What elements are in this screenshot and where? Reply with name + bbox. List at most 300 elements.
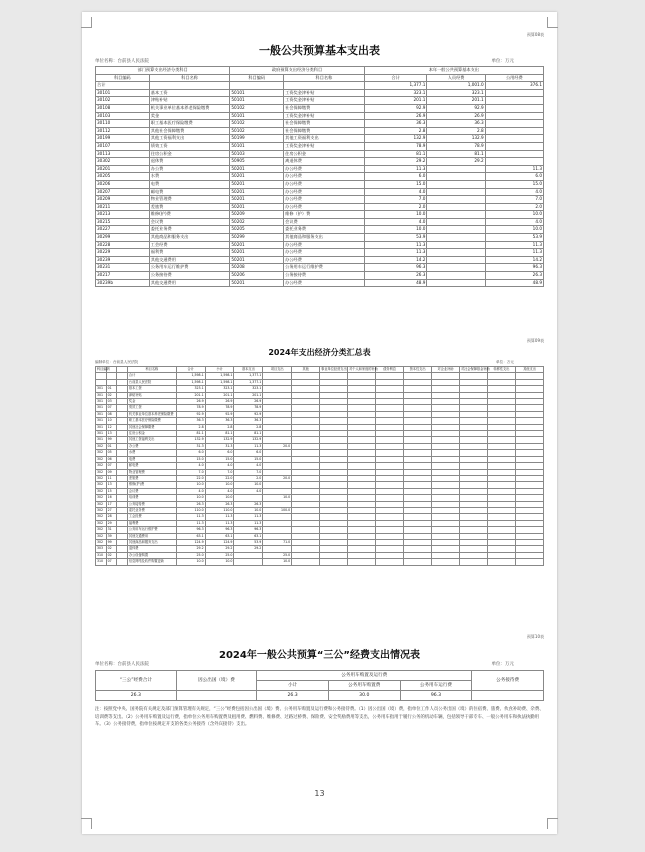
- table-cell: 30102: [96, 97, 150, 105]
- table-cell: 30199: [96, 135, 150, 143]
- table-cell: 302: [96, 482, 107, 488]
- table-cell: 201.1: [364, 97, 427, 105]
- table-cell: 30213: [96, 211, 150, 219]
- table-cell: 其他工资福利支出: [149, 135, 230, 143]
- table-cell: 301: [96, 418, 107, 424]
- table-cell: 302: [96, 539, 107, 545]
- table-cell: 302: [96, 533, 107, 539]
- table-cell: 邮电费: [127, 463, 176, 469]
- table-cell: [117, 559, 128, 565]
- column-header: 转移性支出: [487, 367, 515, 373]
- column-header: 合计: [364, 74, 427, 82]
- table-cell: 社会保障缴费: [284, 120, 365, 128]
- table-cell: 81.1: [205, 431, 234, 437]
- table-cell: 06: [106, 456, 117, 462]
- table-cell: 4.0: [176, 488, 205, 494]
- table-cell: 30107: [96, 142, 150, 150]
- table-cell: 退休费: [149, 158, 230, 166]
- table-cell: 办公费: [127, 443, 176, 449]
- table-cell: 26.3: [364, 272, 427, 280]
- table-cell: 30209: [96, 196, 150, 204]
- table-row: [96, 249, 544, 257]
- table-cell: 物业管理费: [149, 196, 230, 204]
- table-cell: 10.0: [205, 495, 234, 501]
- table-row: [96, 82, 544, 90]
- table-cell: [487, 559, 515, 565]
- table-cell: 26.9: [234, 399, 263, 405]
- table-cell: 81.1: [234, 431, 263, 437]
- table-row: [96, 226, 544, 234]
- table-cell: 26.3: [234, 501, 263, 507]
- table-cell: 301: [96, 437, 107, 443]
- table-cell: 39: [106, 533, 117, 539]
- table-cell: 11.3: [176, 520, 205, 526]
- table-cell: 02: [106, 552, 117, 558]
- table-cell: 11.3: [176, 514, 205, 520]
- table-cell: 78.9: [234, 405, 263, 411]
- table-cell: 福利费: [149, 249, 230, 257]
- table-cell: 维修(护)费: [149, 211, 230, 219]
- table-cell: 7.0: [205, 469, 234, 475]
- table-cell: [427, 188, 485, 196]
- header-reception: 公务接待费: [472, 671, 544, 691]
- table-cell: 92.9: [427, 104, 485, 112]
- table-cell: 323.1: [364, 89, 427, 97]
- table-cell: 07: [106, 405, 117, 411]
- section-title: 2024年一般公共预算“三公”经费支出情况表: [219, 650, 420, 661]
- table-cell: 31.3: [176, 443, 205, 449]
- table-cell: [320, 559, 348, 565]
- table-cell: 离退休费: [284, 158, 365, 166]
- table-cell: 电费: [127, 456, 176, 462]
- table-cell: 26.9: [427, 112, 485, 120]
- table-cell: 50201: [230, 188, 284, 196]
- table-cell: 维修（护）费: [284, 211, 365, 219]
- table-cell: 10.0: [234, 482, 263, 488]
- table-cell: [485, 135, 543, 143]
- table-cell: 63.1: [176, 533, 205, 539]
- table-cell: 住房公积金: [127, 431, 176, 437]
- table-cell: 基本工资: [149, 89, 230, 97]
- table-cell: 工资奖金津补贴: [284, 97, 365, 105]
- column-header: 人员经费: [427, 74, 485, 82]
- column-header: 项目支出: [263, 367, 292, 373]
- section-title: 2024年支出经济分类汇总表: [268, 348, 371, 357]
- table-cell: 2.8: [176, 424, 205, 430]
- table-cell: 差旅费: [127, 475, 176, 481]
- table-cell: [427, 272, 485, 280]
- table-cell: 302: [96, 450, 107, 456]
- table-cell: 08: [106, 411, 117, 417]
- table-cell: 02: [106, 392, 117, 398]
- table-cell: 1,598.1: [176, 373, 205, 379]
- table-cell: 16: [106, 495, 117, 501]
- table-row: [96, 97, 544, 105]
- table-cell: 302: [96, 463, 107, 469]
- unit-line: [95, 360, 544, 365]
- value-abroad: [176, 691, 257, 701]
- table-cell: 工会经费: [149, 241, 230, 249]
- table-cell: 30110: [96, 120, 150, 128]
- table-cell: 50201: [230, 249, 284, 257]
- table-cell: 20.0: [263, 443, 292, 449]
- table-cell: 323.1: [427, 89, 485, 97]
- table-cell: 124.9: [205, 539, 234, 545]
- table-row: [96, 188, 544, 196]
- table-row: [96, 559, 544, 565]
- table-row: [96, 256, 544, 264]
- table-cell: 工会经费: [127, 514, 176, 520]
- table-cell: 53.9: [364, 234, 427, 242]
- basic-expenditure-table: [95, 66, 544, 287]
- table-cell: 10.0: [364, 226, 427, 234]
- table-cell: 323.1: [176, 386, 205, 392]
- table-cell: 132.9: [427, 135, 485, 143]
- table-cell: 10.0: [263, 559, 292, 565]
- table-cell: 6.0: [234, 450, 263, 456]
- table-cell: 办公经费: [284, 188, 365, 196]
- table-cell: 30302: [96, 158, 150, 166]
- table-cell: 132.9: [176, 437, 205, 443]
- table-cell: [427, 226, 485, 234]
- table-cell: 工资奖金津补贴: [284, 142, 365, 150]
- economic-classification-table: [95, 366, 544, 566]
- table-cell: 11.3: [205, 520, 234, 526]
- table-cell: [230, 82, 284, 90]
- table-cell: 302: [96, 456, 107, 462]
- table-cell: 29.2: [205, 546, 234, 552]
- table-cell: 30101: [96, 89, 150, 97]
- table-cell: 110.0: [205, 507, 234, 513]
- unit-line: [95, 58, 544, 64]
- table-cell: 100.0: [263, 507, 292, 513]
- table-cell: 6.0: [364, 173, 427, 181]
- table-row: [96, 158, 544, 166]
- table-cell: 办公费: [149, 165, 230, 173]
- table-cell: 92.9: [205, 411, 234, 417]
- table-row: [96, 112, 544, 120]
- table-cell: 台前县人民法院: [127, 379, 176, 385]
- table-cell: 50101: [230, 142, 284, 150]
- table-row: [96, 180, 544, 188]
- table-cell: 50201: [230, 279, 284, 287]
- table-cell: 1,598.1: [205, 379, 234, 385]
- table-cell: 30217: [96, 272, 150, 280]
- table-cell: 绩效工资: [127, 405, 176, 411]
- column-header: 对社会保障基金补助: [461, 367, 490, 371]
- table-cell: 92.9: [364, 104, 427, 112]
- table-cell: 50208: [230, 264, 284, 272]
- table-cell: 水费: [149, 173, 230, 181]
- table-cell: 办公经费: [284, 196, 365, 204]
- table-cell: [427, 256, 485, 264]
- table-cell: 31: [106, 527, 117, 533]
- unit-name: 单位名称：台前县人民法院: [95, 59, 149, 64]
- table-cell: 01: [106, 386, 117, 392]
- table-cell: 其他交通费用: [127, 533, 176, 539]
- table-cell: 4.0: [485, 218, 543, 226]
- table-cell: 15.0: [176, 456, 205, 462]
- table-cell: 2.0: [364, 203, 427, 211]
- table-cell: 津贴补贴: [149, 97, 230, 105]
- table-cell: 78.9: [427, 142, 485, 150]
- table-cell: 15.0: [234, 456, 263, 462]
- table-cell: 25.0: [176, 552, 205, 558]
- table-cell: 50299: [230, 234, 284, 242]
- table-cell: 10.0: [205, 482, 234, 488]
- table-cell: 其他工资福利支出: [127, 437, 176, 443]
- table-cell: 50201: [230, 241, 284, 249]
- table-cell: 12: [106, 424, 117, 430]
- table-cell: 29: [106, 520, 117, 526]
- table-cell: [432, 559, 460, 565]
- table-cell: 01: [106, 443, 117, 449]
- table-cell: 25.0: [205, 552, 234, 558]
- explanatory-note: 注：按照党中央、国务院有关规定及部门预算管理有关规定，“三公”经费包括因公出国（境）费、公务用车购置及运行费和公务接待费。（1）因公出国（境）费，指单位工作人员公务出国（境）的住宿费、旅费、伙食补助费、杂费、培训费等支出。（2）公务用车购置及运行费，指单位公务用车购置费及租用费、燃料费、维修费、过路过桥费、保险费、安全奖励费用等支出，公务用车指用于履行公务的机动车辆，包括领导干部专车、一般公务用车和执法执勤用车。（3）公务接待费，指单位按规定开支的各类公务接待（含外宾接待）支出。: [95, 707, 544, 728]
- table-cell: 63.1: [205, 533, 234, 539]
- table-cell: 30112: [96, 127, 150, 135]
- table-cell: 29.2: [234, 546, 263, 552]
- table-cell: 30231: [96, 264, 150, 272]
- table-cell: 11.3: [364, 249, 427, 257]
- table-cell: 26.9: [205, 399, 234, 405]
- table-cell: 10.0: [364, 211, 427, 219]
- table-cell: 1,377.1: [364, 82, 427, 90]
- header-total: “三公”经费合计: [96, 671, 177, 691]
- column-header: 其他支出: [515, 367, 543, 373]
- table-cell: 27: [106, 507, 117, 513]
- group-header: 部门预算支出经济分类科目: [96, 67, 230, 75]
- table-cell: 物业管理费: [127, 469, 176, 475]
- table-cell: 11.3: [234, 443, 263, 449]
- table-cell: 302: [96, 495, 107, 501]
- table-cell: 11: [106, 475, 117, 481]
- table-cell: [427, 264, 485, 272]
- table-cell: 差旅费: [149, 203, 230, 211]
- table-cell: 48.9: [364, 279, 427, 287]
- table-cell: 职工基本医疗保险缴费: [127, 418, 176, 424]
- table-cell: 96.3: [205, 527, 234, 533]
- table-cell: 63.1: [234, 533, 263, 539]
- economic-classification-section: [95, 338, 544, 633]
- table-cell: 30299: [96, 234, 150, 242]
- column-header: 基本支出: [234, 367, 263, 373]
- table-row: [96, 203, 544, 211]
- table-cell: 26.3: [176, 501, 205, 507]
- table-cell: 25.0: [263, 552, 292, 558]
- table-cell: [427, 249, 485, 257]
- table-cell: 4.0: [485, 188, 543, 196]
- table-cell: 132.9: [364, 135, 427, 143]
- table-number-label: 预算08表: [526, 32, 544, 37]
- table-cell: 2.8: [234, 424, 263, 430]
- table-cell: 办公经费: [284, 180, 365, 188]
- column-header: 小计: [205, 367, 234, 373]
- header-subtotal: 小计: [257, 681, 329, 691]
- table-cell: 13: [106, 482, 117, 488]
- column-header: 科目编码: [97, 367, 110, 371]
- table-cell: 其他工资福利支出: [284, 135, 365, 143]
- table-cell: 7.0: [176, 469, 205, 475]
- table-cell: 92.9: [176, 411, 205, 417]
- table-cell: 301: [96, 424, 107, 430]
- table-row: [96, 264, 544, 272]
- column-header: 合计: [176, 367, 205, 373]
- table-cell: 302: [96, 488, 107, 494]
- table-row: [96, 120, 544, 128]
- table-cell: 50202: [230, 218, 284, 226]
- group-header: 政府预算支出经济分类科目: [230, 67, 364, 75]
- table-cell: 10.0: [485, 226, 543, 234]
- table-row: [96, 142, 544, 150]
- table-row: [96, 279, 544, 287]
- table-cell: 会议费: [127, 488, 176, 494]
- table-cell: 22.0: [205, 475, 234, 481]
- table-cell: [404, 559, 432, 565]
- table-cell: 工资奖金津补贴: [284, 89, 365, 97]
- table-row: [96, 218, 544, 226]
- table-cell: 11.3: [485, 165, 543, 173]
- table-row: [96, 234, 544, 242]
- table-cell: 09: [106, 469, 117, 475]
- column-header: 其他: [292, 367, 320, 373]
- table-cell: 78.9: [205, 405, 234, 411]
- table-cell: 办公经费: [284, 165, 365, 173]
- unit-line: [95, 661, 544, 667]
- table-cell: 其他社会保障缴费: [149, 127, 230, 135]
- table-row: [96, 104, 544, 112]
- table-cell: 29.2: [176, 546, 205, 552]
- unit-name: 单位名称：台前县人民法院: [95, 662, 149, 667]
- crop-mark: [547, 818, 558, 829]
- table-row: [96, 89, 544, 97]
- table-row: [96, 241, 544, 249]
- table-cell: 48.9: [485, 279, 543, 287]
- value-total: 26.3: [96, 691, 177, 701]
- table-cell: 36.3: [176, 418, 205, 424]
- table-cell: 50101: [230, 89, 284, 97]
- table-cell: 11.3: [485, 249, 543, 257]
- table-cell: [485, 97, 543, 105]
- table-cell: 30113: [96, 150, 150, 158]
- table-cell: [234, 559, 263, 565]
- table-cell: 津贴补贴: [127, 392, 176, 398]
- table-cell: 132.9: [205, 437, 234, 443]
- table-cell: 50199: [230, 135, 284, 143]
- table-cell: 05: [106, 450, 117, 456]
- table-cell: 办公经费: [284, 203, 365, 211]
- table-cell: 50103: [230, 150, 284, 158]
- crop-mark: [81, 17, 92, 28]
- table-cell: 10.0: [176, 495, 205, 501]
- table-cell: 机关事业单位基本养老保险缴费: [127, 411, 176, 417]
- table-cell: 公务用车运行维护费: [127, 527, 176, 533]
- table-cell: 6.0: [176, 450, 205, 456]
- table-cell: 110.0: [176, 507, 205, 513]
- table-cell: 办公经费: [284, 249, 365, 257]
- column-header: 对个人和家庭的补助: [349, 367, 378, 371]
- table-cell: 36.3: [234, 418, 263, 424]
- table-cell: 36.3: [427, 120, 485, 128]
- table-cell: [427, 173, 485, 181]
- table-cell: 其他交通费用: [149, 279, 230, 287]
- table-cell: 303: [96, 546, 107, 552]
- table-cell: 99: [106, 437, 117, 443]
- table-cell: 10.0: [176, 482, 205, 488]
- table-cell: 职工基本医疗保险缴费: [149, 120, 230, 128]
- table-cell: 6.0: [485, 173, 543, 181]
- table-cell: 26.3: [205, 501, 234, 507]
- table-cell: [485, 104, 543, 112]
- table-cell: 30108: [96, 104, 150, 112]
- value-reception: [472, 691, 544, 701]
- table-cell: 30239: [96, 256, 150, 264]
- table-cell: 53.9: [234, 539, 263, 545]
- table-cell: 301: [96, 399, 107, 405]
- table-cell: 30229: [96, 249, 150, 257]
- table-row: [96, 196, 544, 204]
- table-cell: 1,598.1: [205, 373, 234, 379]
- table-cell: 301: [96, 392, 107, 398]
- table-cell: 2.8: [427, 127, 485, 135]
- table-cell: 78.9: [364, 142, 427, 150]
- table-cell: 1,001.0: [427, 82, 485, 90]
- table-cell: 30239b: [96, 279, 150, 287]
- column-header: 科目名称: [149, 74, 230, 82]
- table-cell: 310: [96, 552, 107, 558]
- table-cell: 基本工资: [127, 386, 176, 392]
- table-cell: 71.0: [263, 539, 292, 545]
- table-cell: 302: [96, 469, 107, 475]
- table-cell: 10.0: [485, 211, 543, 219]
- table-cell: 301: [96, 411, 107, 417]
- table-cell: 81.1: [427, 150, 485, 158]
- table-cell: 办公设备购置: [127, 552, 176, 558]
- table-cell: 302: [96, 475, 107, 481]
- table-cell: 培训费: [127, 495, 176, 501]
- table-cell: 50905: [230, 158, 284, 166]
- table-row: [96, 173, 544, 181]
- table-cell: 14.2: [485, 256, 543, 264]
- table-cell: 退休费: [127, 546, 176, 552]
- table-cell: 29.2: [364, 158, 427, 166]
- unit-label: 单位：万元: [491, 59, 514, 64]
- table-cell: 办公经费: [284, 173, 365, 181]
- table-cell: 15.0: [485, 180, 543, 188]
- table-cell: 96.3: [176, 527, 205, 533]
- table-cell: [427, 211, 485, 219]
- table-cell: 10.0: [234, 507, 263, 513]
- table-cell: 302: [96, 443, 107, 449]
- table-cell: 30211: [96, 203, 150, 211]
- table-cell: 办公经费: [284, 241, 365, 249]
- table-cell: 201.1: [427, 97, 485, 105]
- table-cell: 2.8: [364, 127, 427, 135]
- table-cell: [460, 559, 488, 565]
- table-cell: [485, 112, 543, 120]
- table-cell: 其他社会保障缴费: [127, 424, 176, 430]
- table-cell: 4.0: [176, 463, 205, 469]
- table-cell: 50201: [230, 180, 284, 188]
- table-cell: 办公经费: [284, 279, 365, 287]
- table-cell: [427, 279, 485, 287]
- table-cell: 7.0: [234, 469, 263, 475]
- table-cell: [427, 241, 485, 249]
- table-cell: 26.9: [176, 399, 205, 405]
- table-cell: 公务接待费: [127, 501, 176, 507]
- table-cell: [485, 127, 543, 135]
- crop-mark: [547, 17, 558, 28]
